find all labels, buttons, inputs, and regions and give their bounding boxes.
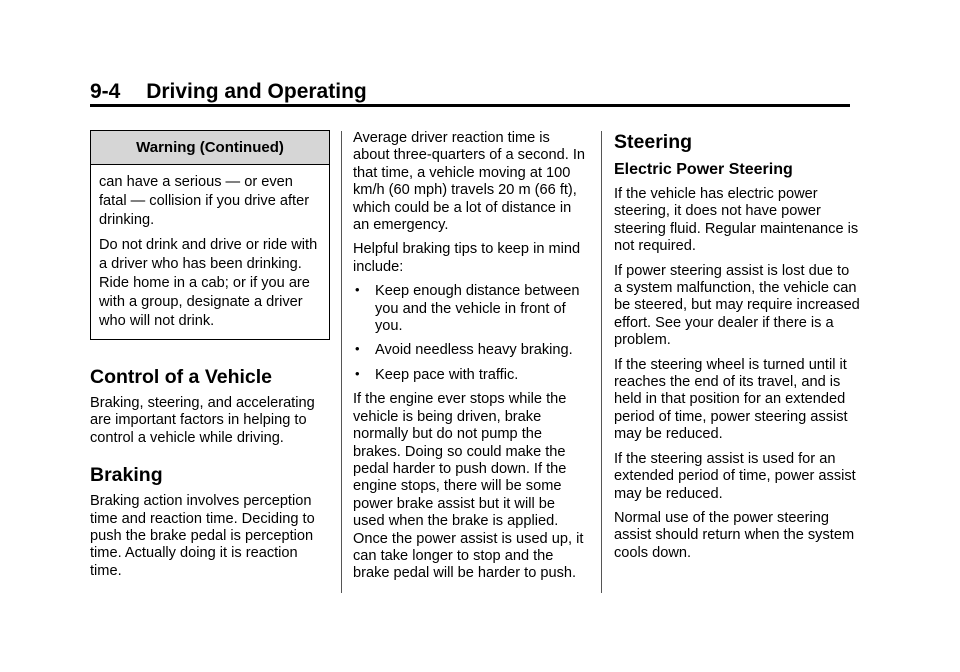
list-item xyxy=(353,283,589,335)
steering-paragraph: Normal use of the power steering assist should return when the system cools down. xyxy=(614,509,855,561)
warning-title: Warning (Continued) xyxy=(91,131,329,165)
column-left xyxy=(90,130,330,587)
column-middle xyxy=(353,130,589,590)
column-divider-2 xyxy=(601,131,602,593)
control-text: Braking, steering, and accelerating are important factors in helping to control a vehicle while driving. xyxy=(90,395,315,446)
warning-box xyxy=(90,130,330,340)
braking-heading: Braking xyxy=(90,464,163,487)
list-item xyxy=(353,367,589,384)
column-divider-1 xyxy=(341,131,342,593)
engine-text: If the engine ever stops while the vehicle is being driven, brake normally but do not pump the brakes. Doing so could make the pedal harder to push down. If the engine stops, there will be some power brake assist but it will be used when the brake is applied. Once the power assist is used up, it can take longer to stop and the brake pedal will be harder to push. xyxy=(353,391,584,582)
steering-heading: Steering xyxy=(614,131,693,153)
braking-text: Braking action involves perception time and reaction time. Deciding to push the brake pedal is perception time. Actually doing it is reaction time. xyxy=(90,493,315,579)
bullet-icon: • xyxy=(355,282,360,298)
control-heading: Control of a Vehicle xyxy=(90,366,273,388)
eps-heading: Electric Power Steering xyxy=(614,161,793,178)
list-item-text: Keep pace with traffic. xyxy=(375,366,519,383)
header-rule xyxy=(90,104,850,107)
list-item-text: Avoid needless heavy braking. xyxy=(375,342,573,359)
bullet-icon: • xyxy=(355,341,360,357)
warning-body xyxy=(91,165,329,339)
tips-intro: Helpful braking tips to keep in mind include: xyxy=(353,241,581,275)
warning-paragraph: can have a serious — or even fatal — collision if you drive after drinking. xyxy=(99,174,310,228)
steering-paragraph: If the steering wheel is turned until it reaches the end of its travel, and is held in that position for an extended period of time, power steering assist may be reduced. xyxy=(614,356,848,443)
column-right xyxy=(614,130,860,569)
warning-paragraph: Do not drink and drive or ride with a driver who has been drinking. Ride home in a cab; or if you are with a group, designate a driver who will not drink. xyxy=(99,237,318,329)
steering-paragraph: If the vehicle has electric power steering, it does not have power steering fluid. Regular maintenance is not required. xyxy=(614,186,859,255)
reaction-text: Average driver reaction time is about three-quarters of a second. In that time, a vehicle moving at 100 km/h (60 mph) travels 20 m (66 ft), which could be a lot of distance in an emergency. xyxy=(353,130,586,234)
section-title: Driving and Operating xyxy=(146,80,367,103)
page-header xyxy=(90,80,850,104)
tips-list xyxy=(353,283,589,384)
bullet-icon: • xyxy=(355,365,360,381)
list-item-text: Keep enough distance between you and the vehicle in front of you. xyxy=(375,283,580,335)
list-item xyxy=(353,342,589,359)
steering-paragraph: If the steering assist is used for an extended period of time, power assist may be reduced. xyxy=(614,450,856,502)
page-number: 9-4 xyxy=(90,80,121,103)
steering-paragraph: If power steering assist is lost due to a system malfunction, the vehicle can be steered, but may require increased effort. See your dealer if there is a problem. xyxy=(614,262,860,349)
